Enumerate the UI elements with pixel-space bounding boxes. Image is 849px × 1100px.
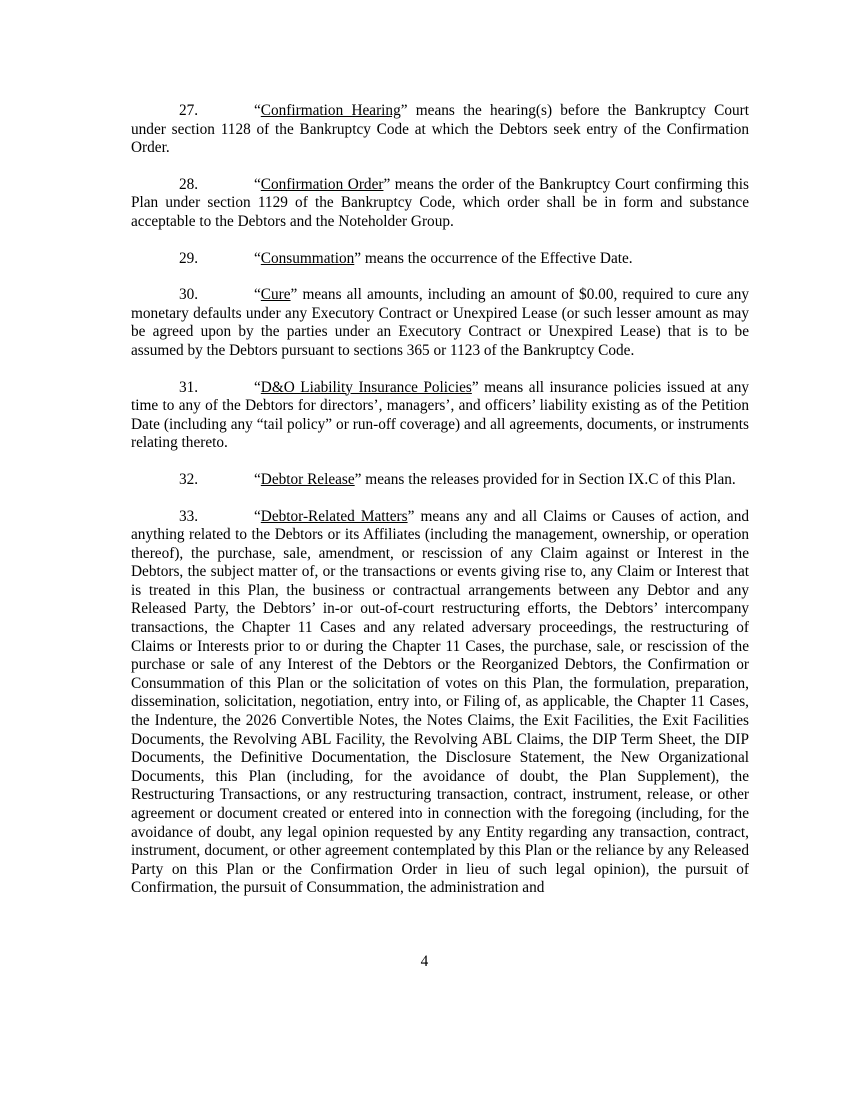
definitions-section [131,102,749,916]
defined-term: Debtor Release [260,470,355,488]
definition-paragraph [131,176,749,232]
paragraph-number: 33. [179,507,199,525]
open-quote: “ [254,102,261,119]
close-quote: ” [407,507,415,525]
definition-paragraph [131,508,749,898]
paragraph-number: 32. [179,470,199,488]
close-quote: ” [383,175,391,193]
defined-term: Confirmation Hearing [260,102,401,119]
definition-text: means the hearing(s) before the Bankruptcy Court under section 1128 of the Bankruptcy Code at which the Debtors seek entry of the Confirmation Order. [131,102,749,157]
open-quote: “ [254,378,261,396]
open-quote: “ [254,249,261,267]
definition-paragraph [131,102,749,158]
definition-text: means all insurance policies issued at any time to any of the Debtors for directors’, managers’, and officers’ liability existing as of the Petition Date (including any “tail policy” or run-off coverage) and all agreements, documents, or instruments relating thereto. [131,378,749,452]
close-quote: ” [400,102,408,119]
close-quote: ” [471,378,479,396]
definition-text: means all amounts, including an amount of $0.00, required to cure any monetary defaults under any Executory Contract or Unexpired Lease (or such lesser amount as may be agreed upon by the parties under an Executory Contract or Unexpired Lease) that is to be assumed by the Debtors pursuant to sections 365 or 1123 of the Bankruptcy Code. [131,286,749,359]
page-number: 4 [420,953,429,970]
definition-paragraph [131,379,749,453]
definition-text: means the releases provided for in Section IX.C of this Plan. [361,470,736,488]
definition-text: means any and all Claims or Causes of action, and anything related to the Debtors or its Affiliates (including the management, ownership, or operation thereof), the purchase, sale, amendment, or rescission of any Claim against or Interest in the Debtors, the subject matter of, or the transactions or events giving rise to, any Claim or Interest that is treated in this Plan, the business or contractual arrangements between any Debtor and any Released Party, the Debtors’ in-or out-of-court restructuring efforts, the Debtors’ intercompany transactions, the Chapter 11 Cases and any related adversary proceedings, the restructuring of Claims or Interests prior to or during the Chapter 11 Cases, the purchase, sale, or rescission of the purchase or sale of any Interest of the Debtors or the Reorganized Debtors, the Confirmation or Consummation of this Plan or the solicitation of votes on this Plan, the formulation, preparation, dissemination, solicitation, negotiation, entry into, or Filing of, as applicable, the Chapter 11 Cases, the Indenture, the 2026 Convertible Notes, the Notes Claims, the Exit Facilities, the Exit Facilities Documents, the Revolving ABL Facility, the Revolving ABL Claims, the DIP Term Sheet, the DIP Documents, the Definitive Documentation, the Disclosure Statement, the New Organizational Documents, this Plan (including, for the avoidance of doubt, the Plan Supplement), the Restructuring Transactions, or any restructuring transaction, contract, instrument, release, or other agreement or document created or entered into in connection with the foregoing (including, for the avoidance of doubt, any legal opinion requested by any Entity regarding any transaction, contract, instrument, document, or other agreement contemplated by this Plan or the reliance by any Released Party on this Plan or the Confirmation Order in lieu of such legal opinion), the pursuit of Confirmation, the pursuit of Consummation, the administration and [131,507,749,897]
definition-paragraph [131,471,749,490]
definition-paragraph [131,250,749,269]
close-quote: ” [290,286,298,304]
defined-term: D&O Liability Insurance Policies [260,378,472,396]
paragraph-number: 31. [179,378,199,396]
defined-term: Confirmation Order [260,175,384,193]
close-quote: ” [354,249,362,267]
paragraph-number: 27. [179,102,199,119]
paragraph-number: 28. [179,175,199,193]
defined-term: Debtor-Related Matters [260,507,408,525]
open-quote: “ [254,175,261,193]
definition-text: means the order of the Bankruptcy Court confirming this Plan under section 1129 of the Bankruptcy Code, which order shall be in form and substance acceptable to the Debtors and the Noteholder Group. [131,175,750,230]
paragraph-number: 29. [179,249,199,267]
close-quote: ” [354,470,362,488]
defined-term: Cure [260,286,291,304]
paragraph-number: 30. [179,286,199,304]
definition-text: means the occurrence of the Effective Date. [361,249,633,267]
open-quote: “ [254,507,261,525]
open-quote: “ [254,470,261,488]
defined-term: Consummation [260,249,355,267]
open-quote: “ [254,286,261,304]
definition-paragraph [131,286,749,360]
